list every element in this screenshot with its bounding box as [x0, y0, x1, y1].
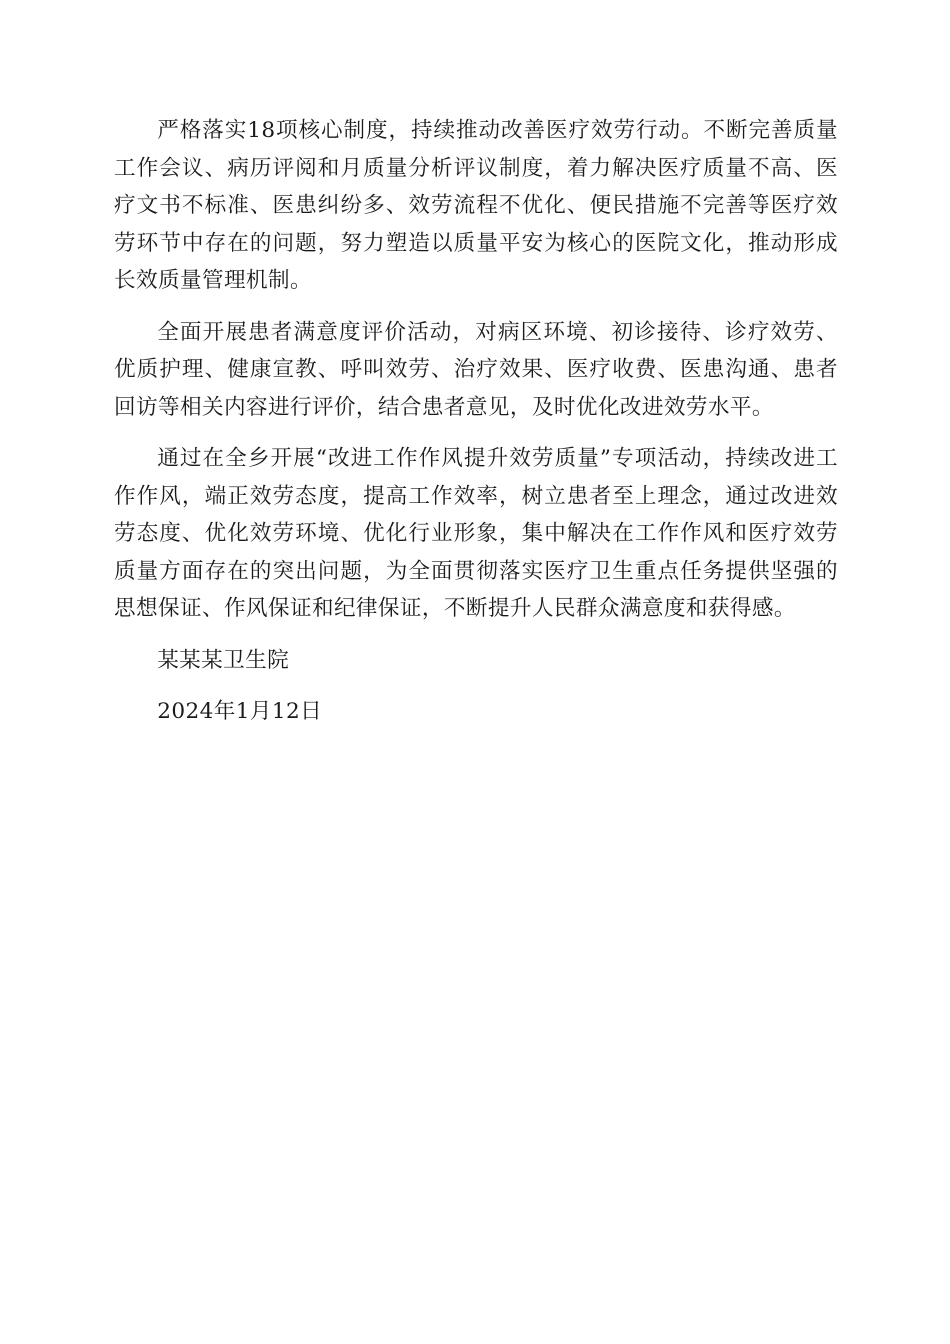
document-body	[114, 112, 838, 745]
signature-organization: 某某某卫生院	[157, 647, 290, 673]
signature-date: 2024年1月12日	[157, 699, 323, 724]
paragraph-work-style-campaign: 通过在全乡开展“改进工作作风提升效劳质量”专项活动，持续改进工作作风，端正效劳态度，提高工作效率，树立患者至上理念，通过改进效劳态度、优化效劳环境、优化行业形象，集中解决在工作作风和医疗效劳质量方面存在的突出问题，为全面贯彻落实医疗卫生重点任务提供坚强的思想保证、作风保证和纪律保证，不断提升人民群众满意度和获得感。	[114, 446, 838, 621]
paragraph-satisfaction-evaluation: 全面开展患者满意度评价活动，对病区环境、初诊接待、诊疗效劳、优质护理、健康宣教、呼叫效劳、治疗效果、医疗收费、医患沟通、患者回访等相关内容进行评价，结合患者意见，及时优化改进效劳水平。	[114, 319, 838, 420]
paragraph-core-system: 严格落实18项核心制度，持续推动改善医疗效劳行动。不断完善质量工作会议、病历评阅和月质量分析评议制度，着力解决医疗质量不高、医疗文书不标准、医患纠纷多、效劳流程不优化、便民措施不完善等医疗效劳环节中存在的问题，努力塑造以质量平安为核心的医院文化，推动形成长效质量管理机制。	[114, 118, 838, 293]
